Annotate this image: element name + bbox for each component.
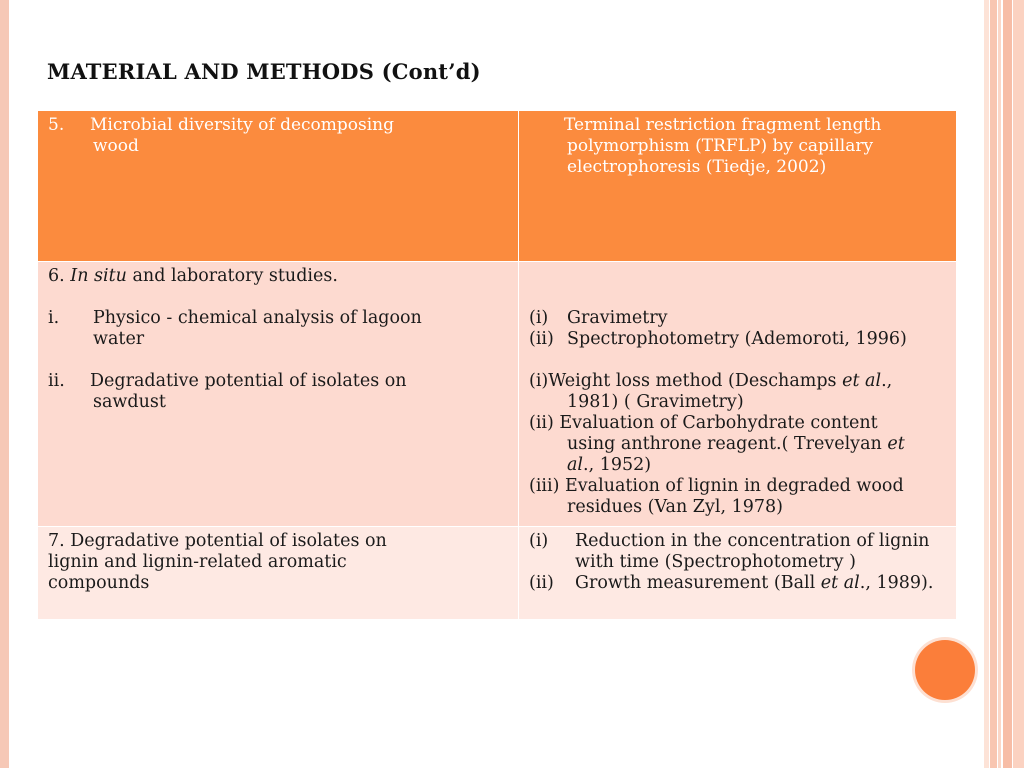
- right-stripes-decoration: [984, 0, 1024, 768]
- item-number: 5.: [48, 115, 65, 135]
- method-cell: (i) Gravimetry (ii) Spectrophotometry (Ademoroti, 1996) (i)Weight loss method (Deschamps et al., 1981) ( Gravimetry) (ii) Evaluation of Carbohydrate content using anthrone reagent.( Trevelyan et al., 1952) (iii) Evaluation of lignin in degraded wood residues (Van Zyl, 1978): [519, 262, 957, 527]
- list-item: (ii) Growth measurement (Ball et al., 1989).: [529, 573, 934, 593]
- objective-text: Microbial diversity of decomposing: [90, 115, 394, 135]
- table-row: [38, 111, 957, 262]
- method-cell: [519, 111, 957, 262]
- method-text: Terminal restriction fragment length: [564, 115, 882, 135]
- objective-text: wood: [93, 136, 139, 156]
- methods-table: [37, 110, 957, 620]
- list-item: (ii) Evaluation of Carbohydrate content: [529, 413, 878, 433]
- table-row: [38, 527, 957, 620]
- objective-cell: 6. In situ and laboratory studies. i. Physico - chemical analysis of lagoon water ii. Degradative potential of isolates on sawdust: [38, 262, 519, 527]
- objective-heading: 6. In situ and laboratory studies.: [48, 266, 338, 286]
- list-item: ii. Degradative potential of isolates on: [48, 371, 407, 391]
- list-item: (i) Reduction in the concentration of lignin: [529, 531, 930, 551]
- left-border-decoration: [0, 0, 9, 768]
- objective-cell: 7. Degradative potential of isolates on lignin and lignin-related aromatic compounds: [38, 527, 519, 620]
- slide-title: MATERIAL AND METHODS (Cont’d): [47, 59, 481, 84]
- list-item: i. Physico - chemical analysis of lagoon: [48, 308, 422, 328]
- method-cell: (i) Reduction in the concentration of lignin with time (Spectrophotometry ) (ii) Growth measurement (Ball et al., 1989).: [519, 527, 957, 620]
- objective-cell: [38, 111, 519, 262]
- list-item: (ii) Spectrophotometry (Ademoroti, 1996): [529, 329, 907, 349]
- list-item: (iii) Evaluation of lignin in degraded wood: [529, 476, 904, 496]
- list-item: (i)Weight loss method (Deschamps et al.,: [529, 371, 893, 391]
- accent-circle: [915, 640, 975, 700]
- table-row: [38, 262, 957, 527]
- method-text: polymorphism (TRFLP) by capillary: [567, 136, 874, 156]
- list-item: (i) Gravimetry: [529, 308, 668, 328]
- method-text: electrophoresis (Tiedje, 2002): [567, 157, 827, 177]
